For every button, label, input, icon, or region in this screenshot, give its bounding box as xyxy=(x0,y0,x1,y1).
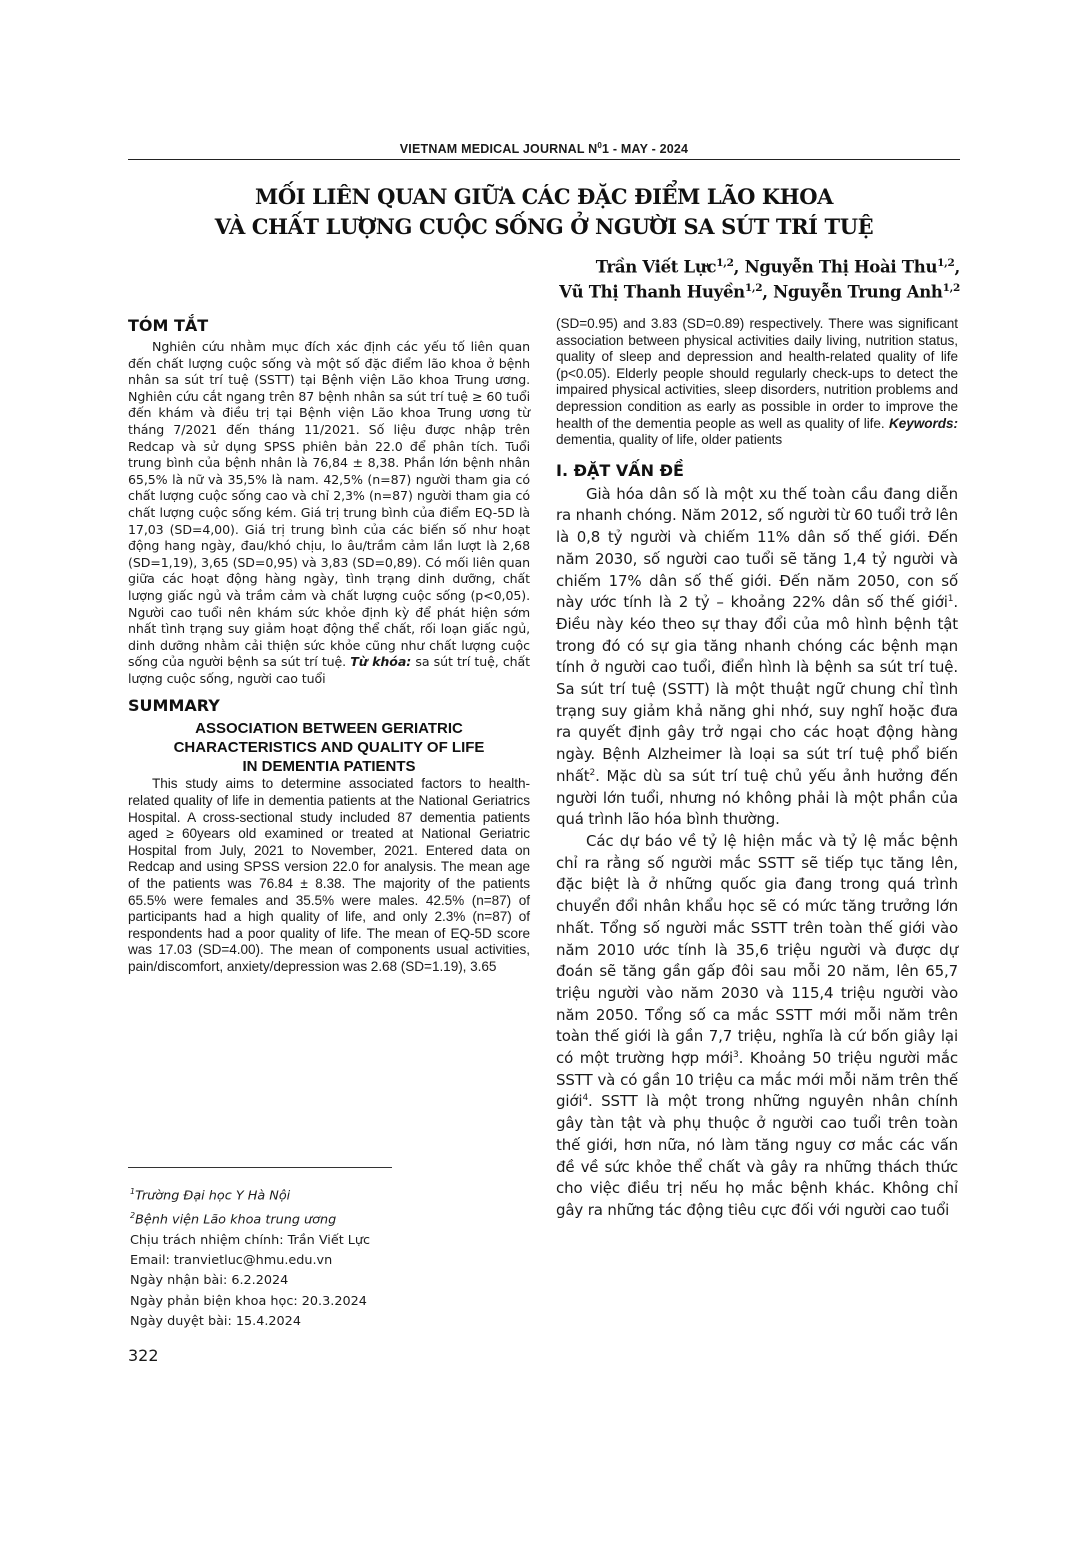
page-number: 322 xyxy=(128,1346,159,1365)
citation: 1 xyxy=(947,594,954,605)
journal-header xyxy=(128,141,960,156)
section-1-paragraph-1: Già hóa dân số là một xu thế toàn cầu đang diễn ra nhanh chóng. Năm 2012, số người từ 60 tuổi trở lên là 0,8 tỷ người và chiếm 11% dân số thế giới. Đến năm 2030, số người cao tuổi sẽ tăng 1,4 tỷ người và chiếm 17% dân số thế giới. Đến năm 2050, con số này ước tính là 2 tỷ – khoảng 22% dân số thế giới$^1$. Điều này kéo theo sự thay đổi của mô hình bệnh tật trong đó có sự gia tăng nhanh chóng các bệnh mạn tính ở người cao tuổi, điển hình là bệnh sa sút trí tuệ. Sa sút trí tuệ (SSTT) là một thuật ngữ chung chỉ tình trạng suy giảm khả năng ghi nhớ, suy nghĩ hoặc đưa ra quyết định gây trở ngại cho các hoạt động hàng ngày. Bệnh Alzheimer là loại sa sút trí tuệ phổ biến nhất$^2$. Mặc dù sa sút trí tuệ chủ yếu ảnh hưởng đến người lớn tuổi, nhưng nó không phải là một phần của quá trình lão hóa bình thường. xyxy=(556,484,958,829)
right-column xyxy=(556,316,958,1222)
paper-title-line-1: MỐI LIÊN QUAN GIỮA CÁC ĐẶC ĐIỂM LÃO KHOA xyxy=(255,184,833,209)
keywords-en-label: Keywords: xyxy=(888,415,958,431)
authors-line-1: Trần Viết Lực$^{1,2}$, Nguyễn Thị Hoài Thu$^{1,2}$, xyxy=(595,257,960,277)
citation: 4 xyxy=(582,1093,589,1104)
author-affiliation: 1,2 xyxy=(744,282,763,294)
author-name: Trần Viết Lực xyxy=(595,257,717,277)
summary-heading: SUMMARY xyxy=(128,696,220,716)
issue-superscript: 0 xyxy=(597,141,603,150)
footnote-rule xyxy=(128,1167,392,1168)
affiliation-2: $^2$Bệnh viện Lão khoa trung ương xyxy=(130,1211,337,1228)
reviewed-date: Ngày phản biện khoa học: 20.3.2024 xyxy=(130,1293,367,1309)
author-name: Nguyễn Thị Hoài Thu xyxy=(744,257,938,277)
authors-line-2: Vũ Thị Thanh Huyền$^{1,2}$, Nguyễn Trung Anh$^{1,2}$ xyxy=(559,282,960,302)
keywords-vi: sa sút trí tuệ, chất lượng cuộc sống, người cao tuổi xyxy=(128,654,531,686)
email: Email: tranvietluc@hmu.edu.vn xyxy=(130,1253,333,1269)
abstract-vi-heading: TÓM TẮT xyxy=(128,316,209,335)
section-1-paragraph-2: Các dự báo về tỷ lệ hiện mắc và tỷ lệ mắc bệnh chỉ ra rằng số người mắc SSTT sẽ tiếp tục tăng lên, đặc biệt là ở những quốc gia đang trong quá trình chuyển đổi nhân khẩu học sẽ có mức tăng trưởng lớn nhất. Tổng số người mắc SSTT trên toàn thế giới vào năm 2010 ước tính là 35,6 triệu người và được dự đoán sẽ tăng gần gấp đôi sau mỗi 20 năm, lên 65,7 triệu người vào năm 2030 và 115,4 triệu người vào năm 2050. Tổng số ca mắc SSTT mới mỗi năm trên toàn thế giới là gần 7,7 triệu, nghĩa là cứ bốn giây lại có một trường hợp mới$^3$. Khoảng 50 triệu người mắc SSTT và có gần 10 triệu ca mắc mới mỗi năm trên thế giới$^4$. SSTT là một trong những nguyên nhân chính gây tàn tật và phụ thuộc ở người cao tuổi trên toàn thế giới, hơn nữa, nó làm tăng nguy cơ mắc các vấn đề về sức khỏe thể chất và gây ra những thách thức cho việc điều trị nếu họ mắc bệnh khác. Không chỉ gây ra những tác động tiêu cực đối với người cao tuổi xyxy=(556,832,958,1219)
keywords-en: dementia, quality of life, older patients xyxy=(556,432,783,448)
author-affiliation: 1,2 xyxy=(716,257,734,269)
citation: 2 xyxy=(589,767,596,778)
left-column xyxy=(128,316,530,976)
citation: 3 xyxy=(733,1050,739,1061)
author-affiliation: 1,2 xyxy=(942,282,960,294)
section-1-heading: I. ĐẶT VẤN ĐỀ xyxy=(556,460,684,480)
received-date: Ngày nhận bài: 6.2.2024 xyxy=(130,1273,289,1289)
author-name: Vũ Thị Thanh Huyền xyxy=(559,282,745,302)
abstract-vi-text: Nghiên cứu nhằm mục đích xác định các yếu tố liên quan đến chất lượng cuộc sống và một số đặc điểm lão khoa ở bệnh nhân sa sút trí tuệ (SSTT) tại Bệnh viện Lão khoa Trung ương. Nghiên cứu cắt ngang trên 87 bệnh nhân sa sút trí tuệ ≥ 60 tuổi đến khám và điều trị tại Bệnh viện Lão khoa Trung ương từ tháng 7/2021 đến tháng 11/2021. Số liệu được nhập trên Redcap và sử dụng SPSS phiên bản 22.0 để phân tích. Tuổi trung bình của bệnh nhân là 76,84 ± 8,38. Phần lớn bệnh nhân 65,5% là nữ và 35,5% là nam. 42,5% (n=87) người tham gia có chất lượng cuộc sống cao và chỉ 2,3% (n=87) người tham gia có chất lượng cuộc sống kém. Giá trị trung bình của điểm EQ-5D là 17,03 (SD=4,00). Giá trị trung bình của các biến số như hoạt động hang ngày, đau/khó chịu, lo âu/trầm cảm lần lượt là 2,68 (SD=1,19), 3,65 (SD=0,95) và 3,83 (SD=0,89). Có mối liên quan giữa các hoạt động hàng ngày, tình trạng dinh dưỡng, chất lượng giấc ngủ và trầm cảm và chất lượng cuộc sống (p<0,05). Người cao tuổi nên khám sức khỏe định kỳ để phát hiện sớm nhất tình trạng suy giảm hoạt động thể chất, rối loạn giấc ngủ, dinh dưỡng nhằm cải thiện sức khỏe cũng như chất lượng cuộc sống của người bệnh sa sút trí tuệ. Từ khóa: sa sút trí tuệ, chất lượng cuộc sống, người cao tuổi xyxy=(128,339,531,686)
responsible-author: Chịu trách nhiệm chính: Trần Viết Lực xyxy=(130,1232,371,1248)
summary-title: ASSOCIATION BETWEEN GERIATRIC CHARACTERISTICS AND QUALITY OF LIFE IN DEMENTIA PATIENTS xyxy=(173,720,485,776)
affiliation-1: $^1$Trường Đại học Y Hà Nội xyxy=(130,1187,291,1204)
journal-name: VIETNAM MEDICAL JOURNAL N xyxy=(399,142,598,157)
keywords-vi-label: Từ khóa: xyxy=(350,654,412,670)
author-name: Nguyễn Trung Anh xyxy=(773,282,943,302)
footnotes xyxy=(130,1182,530,1332)
author-affiliation: 1,2 xyxy=(937,257,955,269)
header-rule xyxy=(128,159,960,160)
summary-text-left: This study aims to determine associated factors to health-related quality of life in dementia patients at the National Geriatrics Hospital. A cross-sectional study included 87 dementia patients aged ≥ 60years old examined or treated at National Geriatric Hospital from July, 2021 to November, 2021. Entered data on Redcap and using SPSS version 22.0 for analysis. The mean age of the patients was 76.84 ± 8.38. The majority of the patients 65.5% were females and 35.5% were males. 42.5% (n=87) of participants had a high quality of life, and only 2.3% (n=87) of respondents had a poor quality of life. The mean of EQ-5D score was 17.03 (SD=4.00). The mean of components usual activities, pain/discomfort, anxiety/depression was 2.68 (SD=1.19), 3.65 xyxy=(128,776,530,974)
paper-title-line-2: VÀ CHẤT LƯỢNG CUỘC SỐNG Ở NGƯỜI SA SÚT TRÍ TUỆ xyxy=(214,214,874,239)
summary-text-right: (SD=0.95) and 3.83 (SD=0.89) respectively. There was significant association between physical activities daily living, nutrition status, quality of sleep and depression and health-related quality of life (p<0.05). Elderly people should regularly check-ups to detect the impaired physical activities, sleep disorders, nutrition problems and depression condition as early as possible in order to improve the health of the dementia people as well as quality of life. Keywords: dementia, quality of life, older patients xyxy=(556,316,958,448)
accepted-date: Ngày duyệt bài: 15.4.2024 xyxy=(130,1313,301,1329)
journal-issue: 1 - MAY - 2024 xyxy=(602,142,689,157)
